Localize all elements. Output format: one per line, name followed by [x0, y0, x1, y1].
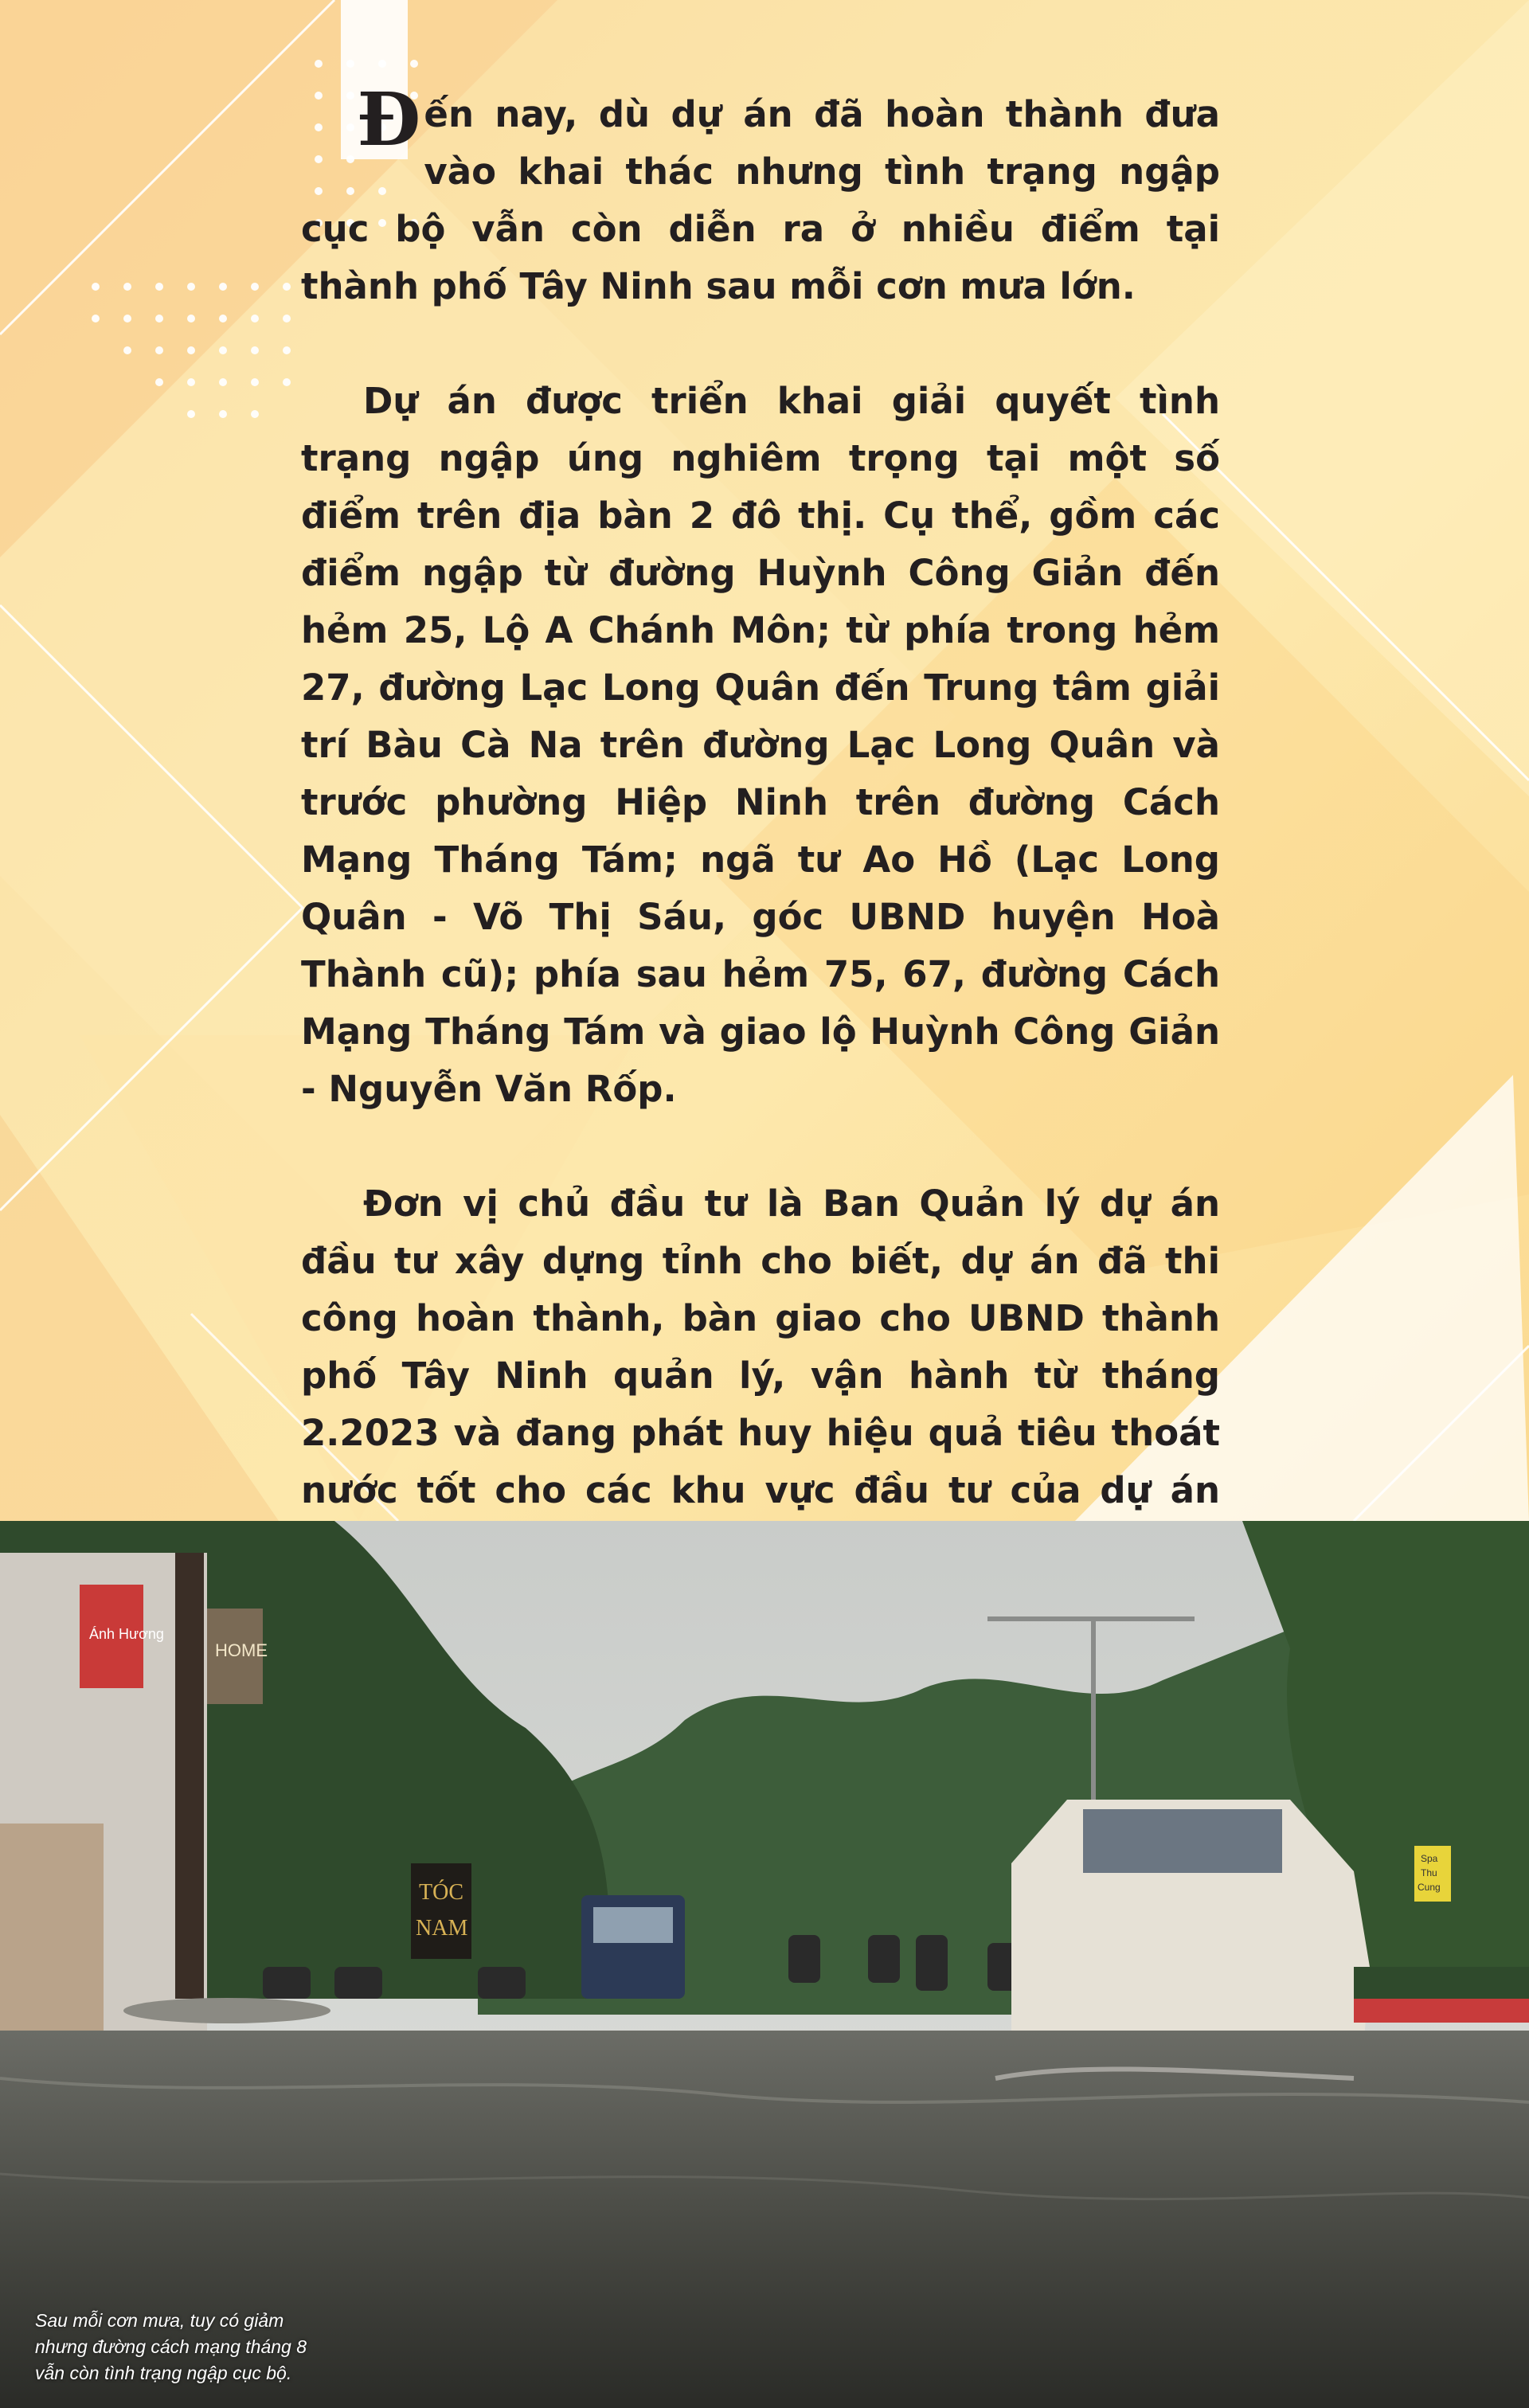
paragraph-3: Đơn vị chủ đầu tư là Ban Quản lý dự án đầu tư xây dựng tỉnh cho biết, dự án đã thi công hoàn thành, bàn giao cho UBND thành phố Tây Ninh quản lý, vận hành từ tháng 2.2023 và đang phát huy hiệu quả tiêu thoát nước tốt cho các khu vực đầu tư của dự án	[301, 1182, 1220, 1511]
paragraph-1-text: ến nay, dù dự án đã hoàn thành đưa vào khai thác nhưng tình trạng ngập cục bộ vẫn còn diễn ra ở nhiều điểm tại thành phố Tây Ninh sau mỗi cơn mưa lớn.	[301, 93, 1220, 307]
svg-text:Ánh Hương: Ánh Hương	[89, 1626, 164, 1642]
flooded-street-photo	[0, 1521, 1529, 2408]
svg-text:TÓC: TÓC	[419, 1880, 463, 1905]
caption-line: Sau mỗi cơn mưa, tuy có giảm	[35, 2310, 284, 2331]
caption-line: nhưng đường cách mạng tháng 8	[35, 2336, 307, 2357]
caption-line: vẫn còn tình trạng ngập cục bộ.	[35, 2363, 292, 2383]
drop-cap: Đ	[357, 76, 421, 162]
paragraph-2: Dự án được triển khai giải quyết tình trạng ngập úng nghiêm trọng tại một số điểm trên địa bàn 2 đô thị. Cụ thể, gồm các điểm ngập từ đường Huỳnh Công Giản đến hẻm 25, Lộ A Chánh Môn; từ phía trong hẻm 27, đường Lạc Long Quân đến Trung tâm giải trí Bàu Cà Na trên đường Lạc Long Quân và trước phường Hiệp Ninh trên đường Cách Mạng Tháng Tám; ngã tư Ao Hồ (Lạc Long Quân - Võ Thị Sáu, góc UBND huyện Hoà Thành cũ); phía sau hẻm 75, 67, đường Cách Mạng Tháng Tám và giao lộ Huỳnh Công Giản - Nguyễn Văn Rốp.	[301, 380, 1220, 1110]
svg-text:HOME: HOME	[215, 1640, 268, 1660]
svg-text:Cung: Cung	[1418, 1882, 1441, 1893]
paragraph-1	[301, 76, 1220, 315]
svg-text:NAM: NAM	[416, 1916, 468, 1941]
photo-caption	[35, 2308, 385, 2386]
svg-text:Thu: Thu	[1421, 1867, 1437, 1878]
article-body	[301, 76, 1220, 1634]
svg-text:Spa: Spa	[1421, 1853, 1438, 1864]
